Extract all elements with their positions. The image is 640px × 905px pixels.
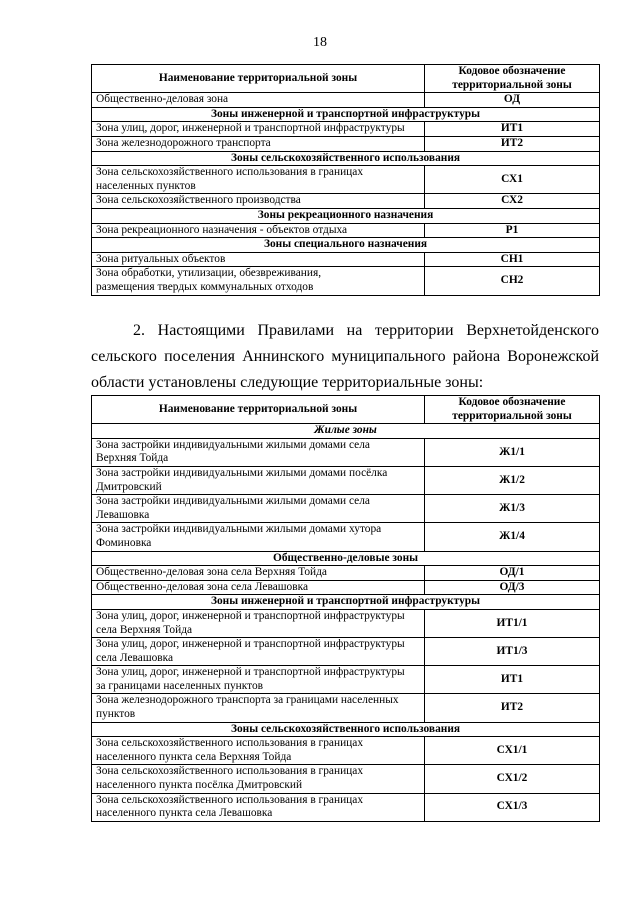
- zone-name-line: населенных пунктов: [96, 179, 196, 192]
- zone-code-cell: СН2: [425, 267, 600, 295]
- table-row: [92, 566, 600, 581]
- section-title: Жилые зоны: [92, 424, 600, 439]
- zone-name-line: Общественно-деловая зона села Левашовка: [96, 580, 309, 593]
- column-header-code: [425, 396, 600, 424]
- zone-name-cell: [92, 267, 425, 295]
- section-title: Зоны сельскохозяйственного использования: [92, 151, 600, 166]
- zone-name-line: Зона сельскохозяйственного использования в границах: [96, 166, 364, 179]
- zone-code-cell: Ж1/2: [425, 466, 600, 494]
- section-row: [92, 722, 600, 737]
- table-row: [92, 765, 600, 793]
- table-row: [92, 136, 600, 151]
- zone-code-cell: Ж1/1: [425, 438, 600, 466]
- table-body: [92, 93, 600, 295]
- zone-name-line: Зона сельскохозяйственного использования в границах: [96, 793, 364, 806]
- zone-name-line: Зона ритуальных объектов: [96, 252, 226, 265]
- zone-code-cell: Р1: [425, 223, 600, 238]
- zone-name-cell: [92, 136, 425, 151]
- zone-name-line: Зона улиц, дорог, инженерной и транспортной инфраструктуры: [96, 666, 405, 679]
- zone-name-cell: [92, 793, 425, 821]
- zone-name-line: Зона застройки индивидуальными жилыми домами села: [96, 438, 370, 451]
- zone-code-cell: СХ1: [425, 166, 600, 194]
- zone-code-cell: Ж1/4: [425, 523, 600, 551]
- section-row: [92, 107, 600, 122]
- section-row: [92, 151, 600, 166]
- zone-name-cell: [92, 466, 425, 494]
- column-header-code-line2: территориальной зоны: [452, 78, 572, 91]
- table-row: [92, 523, 600, 551]
- zone-name-line: села Левашовка: [96, 651, 174, 664]
- table-header-row: [92, 65, 600, 93]
- zone-code-cell: СХ1/1: [425, 737, 600, 765]
- zone-code-cell: СХ1/3: [425, 793, 600, 821]
- section-title: Зоны специального назначения: [92, 238, 600, 253]
- zone-name-line: Зона улиц, дорог, инженерной и транспортной инфраструктуры: [96, 122, 405, 135]
- zone-code-cell: ИТ1: [425, 122, 600, 137]
- zone-code-cell: СХ2: [425, 194, 600, 209]
- zone-name-cell: [92, 638, 425, 666]
- section-row: [92, 595, 600, 610]
- section-title: Зоны инженерной и транспортной инфраструктуры: [92, 595, 600, 610]
- section-row: [92, 238, 600, 253]
- zone-name-line: Фоминовка: [96, 536, 152, 549]
- zone-name-line: Общественно-деловая зона села Верхняя Тойда: [96, 566, 327, 579]
- zone-name-line: Зона сельскохозяйственного использования в границах: [96, 765, 364, 778]
- zone-name-line: Дмитровский: [96, 480, 162, 493]
- zone-name-line: Зона сельскохозяйственного использования в границах: [96, 737, 364, 750]
- zone-name-line: Общественно-деловая зона: [96, 93, 229, 106]
- page-number: 18: [313, 35, 327, 50]
- zone-name-cell: [92, 765, 425, 793]
- zone-name-line: Зона застройки индивидуальными жилыми домами села: [96, 495, 370, 508]
- table-row: [92, 793, 600, 821]
- table-row: [92, 638, 600, 666]
- zone-name-line: Зона застройки индивидуальными жилыми домами хутора: [96, 523, 382, 536]
- table-row: [92, 194, 600, 209]
- zone-code-cell: ОД/3: [425, 580, 600, 595]
- zone-name-cell: [92, 223, 425, 238]
- table-row: [92, 438, 600, 466]
- table-row: [92, 267, 600, 295]
- zone-code-cell: СХ1/2: [425, 765, 600, 793]
- zone-name-cell: [92, 566, 425, 581]
- zone-name-cell: [92, 580, 425, 595]
- paragraph-line: 2. Настоящими Правилами на территории Верхнетойденского: [133, 322, 599, 339]
- zone-name-cell: [92, 495, 425, 523]
- zone-name-line: населенного пункта села Левашовка: [96, 807, 273, 820]
- zone-name-cell: [92, 666, 425, 694]
- zone-code-cell: ИТ1/1: [425, 609, 600, 637]
- table-row: [92, 223, 600, 238]
- zone-name-line: Зона обработки, утилизации, обезвреживания,: [96, 267, 322, 280]
- zone-name-cell: [92, 438, 425, 466]
- zones-table-2: [91, 395, 600, 822]
- zone-name-cell: [92, 694, 425, 722]
- table-row: [92, 580, 600, 595]
- zone-name-line: Зона улиц, дорог, инженерной и транспортной инфраструктуры: [96, 638, 405, 651]
- section-row: [92, 424, 600, 439]
- paragraph-line: области установлены следующие территориальные зоны:: [91, 374, 484, 391]
- column-header-code-line1: Кодовое обозначение: [458, 65, 566, 77]
- zone-name-cell: [92, 194, 425, 209]
- zone-name-cell: [92, 166, 425, 194]
- table-row: [92, 694, 600, 722]
- table-row: [92, 93, 600, 108]
- column-header-name: Наименование территориальной зоны: [92, 396, 425, 424]
- column-header-code-line1: Кодовое обозначение: [458, 396, 566, 408]
- zone-name-line: населенного пункта села Верхняя Тойда: [96, 750, 292, 763]
- section-title: Зоны сельскохозяйственного использования: [92, 722, 600, 737]
- table-row: [92, 252, 600, 267]
- zone-name-line: Зона железнодорожного транспорта за границами населенных: [96, 694, 399, 707]
- zone-name-line: Зона улиц, дорог, инженерной и транспортной инфраструктуры: [96, 609, 405, 622]
- column-header-code-line2: территориальной зоны: [452, 409, 572, 422]
- zone-name-line: Верхняя Тойда: [96, 452, 169, 465]
- table-row: [92, 737, 600, 765]
- table-row: [92, 166, 600, 194]
- zone-code-cell: ИТ1: [425, 666, 600, 694]
- table-row: [92, 122, 600, 137]
- column-header-code: [425, 65, 600, 93]
- zone-name-cell: [92, 737, 425, 765]
- table-row: [92, 495, 600, 523]
- body-paragraph: [91, 318, 599, 396]
- zone-code-cell: ИТ2: [425, 136, 600, 151]
- section-title: Зоны инженерной и транспортной инфраструктуры: [92, 107, 600, 122]
- zone-name-cell: [92, 122, 425, 137]
- zone-name-line: Зона рекреационного назначения - объектов отдыха: [96, 223, 348, 236]
- zone-name-line: Левашовка: [96, 508, 150, 521]
- table-body: [92, 424, 600, 822]
- paragraph-line: сельского поселения Аннинского муниципального района Воронежской: [91, 348, 599, 365]
- zone-name-line: Зона застройки индивидуальными жилыми домами посёлка: [96, 466, 388, 479]
- zone-name-cell: [92, 609, 425, 637]
- table-header-row: [92, 396, 600, 424]
- zone-name-line: Зона железнодорожного транспорта: [96, 136, 271, 149]
- zone-name-cell: [92, 523, 425, 551]
- zone-code-cell: ИТ2: [425, 694, 600, 722]
- zone-name-line: размещения твердых коммунальных отходов: [96, 280, 314, 293]
- zone-name-line: пунктов: [96, 708, 136, 721]
- zone-name-cell: [92, 93, 425, 108]
- section-title: Зоны рекреационного назначения: [92, 208, 600, 223]
- zone-code-cell: ОД/1: [425, 566, 600, 581]
- zone-name-line: села Верхняя Тойда: [96, 623, 193, 636]
- section-row: [92, 208, 600, 223]
- column-header-name: Наименование территориальной зоны: [92, 65, 425, 93]
- table-row: [92, 609, 600, 637]
- section-title: Общественно-деловые зоны: [92, 551, 600, 566]
- zone-code-cell: Ж1/3: [425, 495, 600, 523]
- zones-table-1: [91, 64, 600, 296]
- table-row: [92, 666, 600, 694]
- zone-code-cell: ОД: [425, 93, 600, 108]
- zone-code-cell: СН1: [425, 252, 600, 267]
- zone-name-line: населенного пункта посёлка Дмитровский: [96, 779, 303, 792]
- zone-name-cell: [92, 252, 425, 267]
- section-row: [92, 551, 600, 566]
- zone-code-cell: ИТ1/3: [425, 638, 600, 666]
- zone-name-line: за границами населенных пунктов: [96, 679, 264, 692]
- zone-name-line: Зона сельскохозяйственного производства: [96, 194, 301, 207]
- table-row: [92, 466, 600, 494]
